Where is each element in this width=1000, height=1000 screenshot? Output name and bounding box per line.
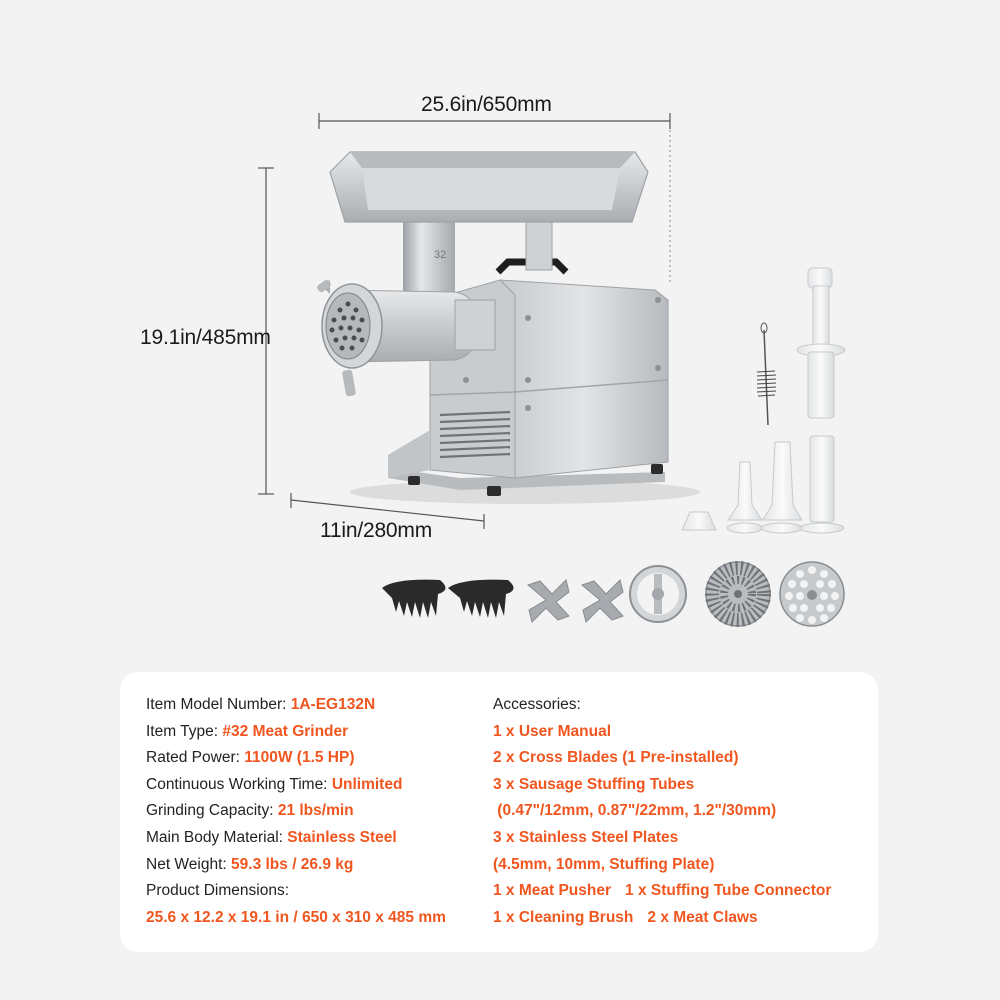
- spec-row-dimensions: [146, 878, 446, 905]
- accessory-item: 1 x Stuffing Tube Connector: [625, 882, 832, 900]
- claws-blades-plates-image: [382, 562, 844, 626]
- spec-row-model: [146, 692, 446, 719]
- accessories-title: Accessories:: [493, 696, 581, 713]
- spec-row-weight: [146, 852, 446, 879]
- height-dimension-label: 19.1in/485mm: [140, 326, 271, 349]
- width-dimension-label: 25.6in/650mm: [421, 93, 552, 116]
- accessory-item: 1 x Cleaning Brush: [493, 908, 634, 926]
- accessory-item: 1 x Meat Pusher: [493, 882, 612, 900]
- spec-row-power: [146, 745, 446, 772]
- spec-label: Item Type:: [146, 722, 219, 740]
- spec-row-material: [146, 825, 446, 852]
- accessory-item: 1 x User Manual: [493, 722, 612, 740]
- spec-label: Main Body Material:: [146, 828, 283, 846]
- spec-row-capacity: [146, 798, 446, 825]
- spec-value: Unlimited: [331, 775, 403, 793]
- specs-column: [146, 692, 446, 931]
- spec-label: Grinding Capacity:: [146, 802, 274, 820]
- accessory-pair-row: [493, 905, 831, 932]
- spec-value: #32 Meat Grinder: [222, 722, 349, 740]
- spec-value: 1A-EG132N: [290, 696, 376, 713]
- accessory-item: (0.47"/12mm, 0.87"/22mm, 1.2"/30mm): [493, 802, 777, 820]
- accessories-column: [493, 692, 831, 931]
- depth-dimension-label: 11in/280mm: [320, 519, 433, 542]
- specifications-card: [120, 672, 878, 952]
- spec-label: Net Weight:: [146, 855, 227, 873]
- spec-label: Product Dimensions:: [146, 882, 290, 900]
- svg-text:32: 32: [434, 249, 447, 261]
- spec-row-type: [146, 719, 446, 746]
- spec-value: 21 lbs/min: [277, 802, 354, 820]
- spec-label: Continuous Working Time:: [146, 775, 328, 793]
- accessory-item: 2 x Cross Blades (1 Pre-installed): [493, 749, 739, 767]
- sausage-accessories-image: [682, 268, 845, 533]
- accessory-item: 3 x Sausage Stuffing Tubes: [493, 775, 695, 793]
- accessory-item: 2 x Meat Claws: [647, 908, 758, 926]
- meat-grinder-image: [316, 152, 700, 504]
- accessory-pair-row: [493, 878, 831, 905]
- accessory-item: (4.5mm, 10mm, Stuffing Plate): [493, 855, 715, 873]
- spec-row-dimensions-value: [146, 905, 446, 932]
- spec-value: 1100W (1.5 HP): [244, 749, 355, 767]
- spec-value: Stainless Steel: [287, 828, 397, 846]
- spec-label: Rated Power:: [146, 749, 240, 767]
- accessory-item: 3 x Stainless Steel Plates: [493, 828, 679, 846]
- spec-label: Item Model Number:: [146, 696, 287, 713]
- spec-value: 25.6 x 12.2 x 19.1 in / 650 x 310 x 485 mm: [146, 908, 446, 926]
- spec-value: 59.3 lbs / 26.9 kg: [231, 855, 354, 873]
- spec-row-working-time: [146, 772, 446, 799]
